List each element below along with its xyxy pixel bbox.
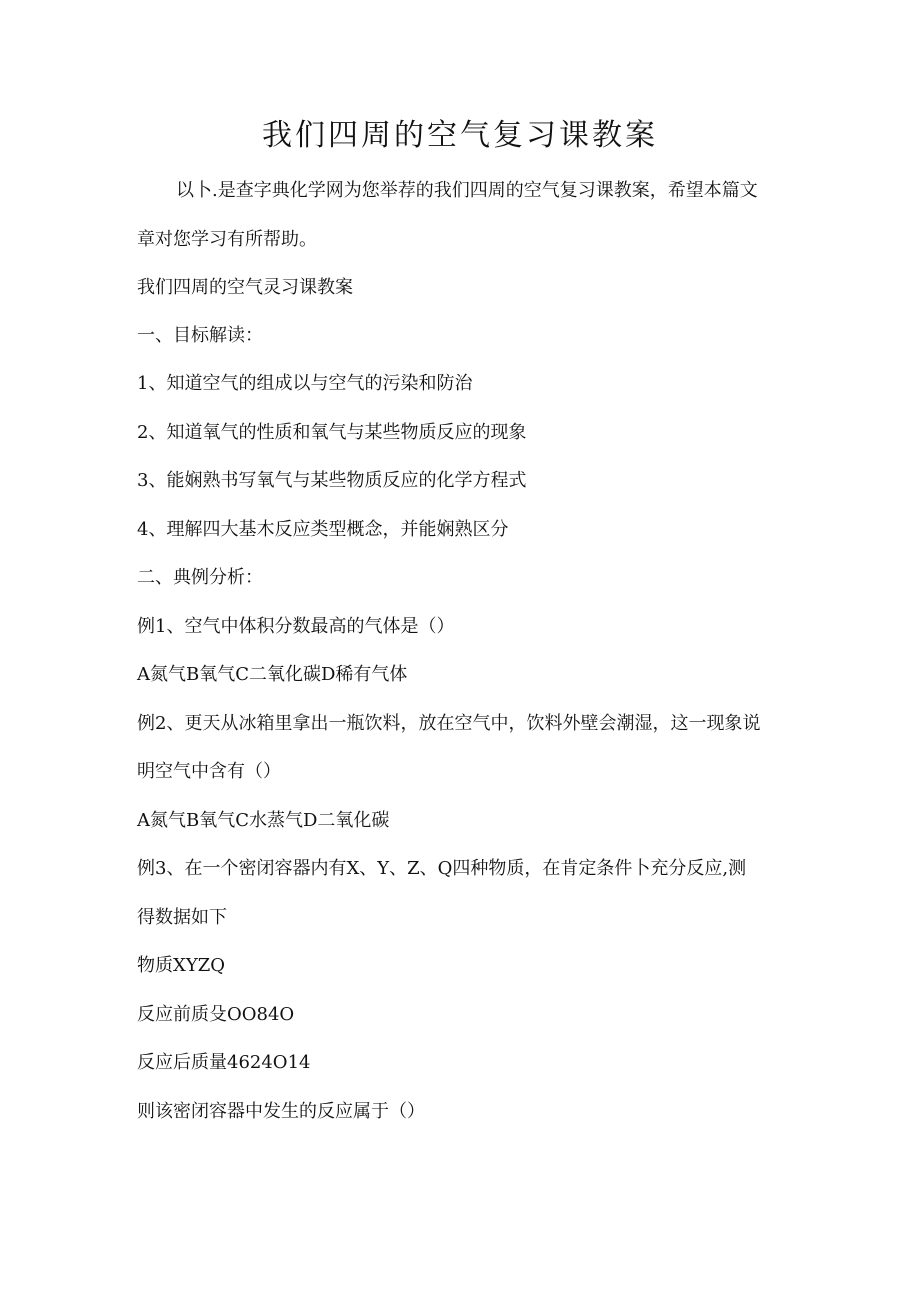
goal-item-2: 2、知道氧气的性质和氧气与某些物质反应的现象 <box>137 422 527 443</box>
section-heading-examples: 二、典例分析： <box>137 567 263 588</box>
subtitle: 我们四周的空气灵习课教案 <box>137 277 353 298</box>
example-3-line-2: 得数据如下 <box>137 907 227 928</box>
example-3-line-1: 例3、在一个密闭容器内有X、Y、Z、Q四种物质，在肯定条件卜充分反应,测 <box>137 858 747 879</box>
goal-item-1: 1、知道空气的组成以与空气的污染和防治 <box>137 373 473 394</box>
example-1-question: 例1、空气中体积分数最高的气体是（） <box>137 616 455 637</box>
section-heading-goals: 一、目标解读： <box>137 325 263 346</box>
example-3-question: 则该密闭容器中发生的反应属于（） <box>137 1101 425 1122</box>
table-header-row: 物质XYZQ <box>137 955 225 976</box>
table-row-after: 反应后质量4624O14 <box>137 1052 311 1073</box>
example-1-options: A氮气B氧气C二氧化碳D稀有气体 <box>137 664 408 685</box>
goal-item-4: 4、理解四大基木反应类型概念，并能娴熟区分 <box>137 519 509 540</box>
table-row-before: 反应前质殳OO84O <box>137 1004 295 1025</box>
example-2-options: A氮气B氧气C水蒸气D二氧化碳 <box>137 810 390 831</box>
example-2-line-2: 明空气中含有（） <box>137 761 281 782</box>
intro-line-2: 章对您学习有所帮助。 <box>137 229 317 250</box>
goal-item-3: 3、能娴熟书写氧气与某些物质反应的化学方程式 <box>137 470 527 491</box>
example-2-line-1: 例2、更天从冰箱里拿出一瓶饮料，放在空气中，饮料外壁会潮湿，这一现象说 <box>137 713 761 734</box>
intro-line-1: 以卜.是查字典化学网为您举荐的我们四周的空气复习课教案，希望本篇文 <box>176 180 758 201</box>
document-title: 我们四周的空气复习课教案 <box>262 118 658 153</box>
